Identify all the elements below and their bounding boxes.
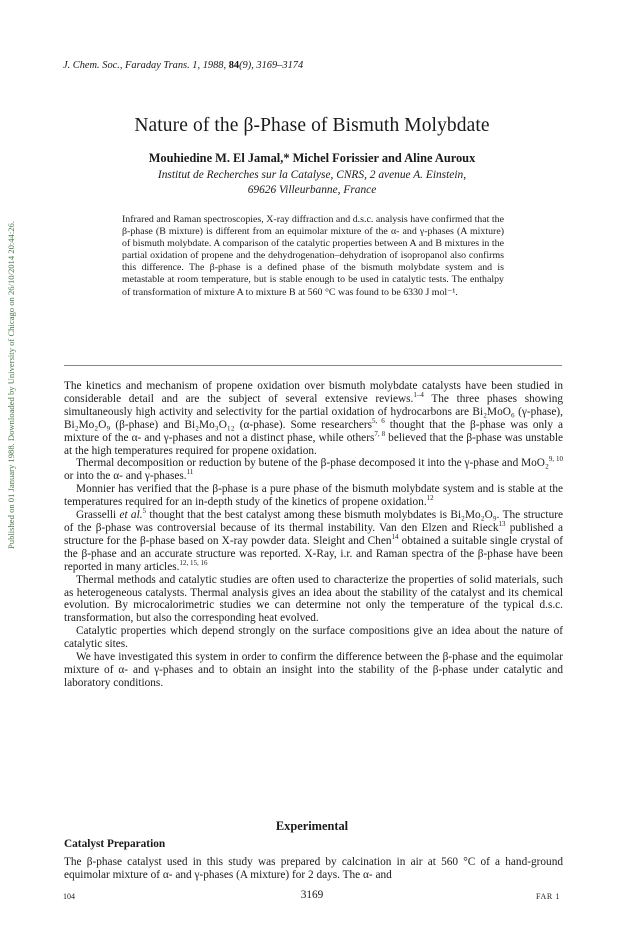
section-heading-experimental: Experimental (275, 819, 349, 833)
journal-reference (63, 60, 303, 71)
abstract: Infrared and Raman spectroscopies, X-ray diffraction and d.s.c. analysis have confirmed that the β-phase (B mixture) is different from an equimolar mixture of the α- and γ-phases (A mixture) of bismuth molybdate. A comparison of the catalytic properties between A and B mixtures in the partial oxidation of propene and the dehydrogenation–dehydration of isopropanol also confirms this difference. The β-phase is a defined phase of the bismuth molybdate system and is metastable at room temperature, but is stable enough to be used in catalytic tests. The enthalpy of transformation of mixture A to mixture B at 560 °C was found to be 6330 J mol⁻¹. (122, 214, 504, 298)
paragraph-6: Catalytic properties which depend strongly on the surface compositions give an idea about the nature of catalytic sites. (64, 625, 563, 651)
page-number: 3169 (300, 889, 324, 901)
experimental-paragraph: The β-phase catalyst used in this study was prepared by calcination in air at 560 °C of a hand-ground equimolar mixture of α- and γ-phases (A mixture) for 2 days. The α- and (64, 856, 563, 881)
journal-issue-pages: (9), 3169–3174 (239, 60, 304, 71)
affiliation (0, 168, 624, 197)
author-list: Mouhiedine M. El Jamal,* Michel Forissier and Aline Auroux (148, 151, 476, 165)
paragraph-5: Thermal methods and catalytic studies are often used to characterize the properties of solid materials, such as heterogeneous catalysts. Thermal analysis gives an idea about the stability of the catalyst and its chemical evolution. By microcalorimetric studies we can determine not only the temperature of the typical d.s.c. transformation, but also the corresponding heat evolved. (64, 573, 563, 625)
journal-year: 1988, (202, 60, 227, 71)
paragraph-2: Thermal decomposition or reduction by butene of the β-phase decomposed it into the γ-phase and MoO₂$^{9, 10}$ or into the α- and γ-phases.$^{11}$ (64, 455, 563, 483)
subsection-heading: Catalyst Preparation (64, 838, 166, 850)
introduction-body (64, 380, 563, 690)
paragraph-3: Monnier has verified that the β-phase is a pure phase of the bismuth molybdate system and is stable at the temperatures required for an in-depth study of the kinetics of propene oxidation.$^{12}$ (64, 483, 563, 509)
download-notice: Published on 01 January 1988. Downloaded by University of Chicago on 26/10/2014 20:44:26. (6, 221, 16, 549)
journal-volume: 84 (228, 60, 240, 71)
experimental-body (64, 856, 563, 882)
abstract-divider (64, 365, 562, 366)
paragraph-4: Grasselli et al.$^5$ thought that the best catalyst among these bismuth molybdates is Bi₂Mo₂O₉. The structure of the β-phase was controversial because of its thermal instability. Van den Elzen and Rieck$^{13}$ published a structure for the β-phase based on X-ray powder data. Sleight and Chen$^{14}$ obtained a suitable single crystal of the β-phase and an accurate structure was reported. X-Ray, i.r. and Raman spectra of the β-phase have been reported in many articles.$^{12, 15, 16}$ (64, 507, 563, 573)
paper-title: Nature of the β-Phase of Bismuth Molybdate (134, 115, 490, 136)
paragraph-1: The kinetics and mechanism of propene oxidation over bismuth molybdate catalysts have been studied in considerable detail and are the subject of several extensive reviews.$^{1-4}$ The three phases showing simultaneously high activity and selectivity for the partial oxidation of hydrocarbons are Bi₂MoO₆ (γ-phase), Bi₂Mo₂O₉ (β-phase) and Bi₂Mo₃O₁₂ (α-phase). Some researchers$^{5, 6}$ thought that the β-phase was only a mixture of the α- and γ-phases and not a distinct phase, while others$^{7, 8}$ believed that the β-phase was unstable at the high temperatures required for propene oxidation. (64, 380, 564, 457)
download-watermark (2, 150, 20, 620)
affiliation-line-1: Institut de Recherches sur la Catalyse, CNRS, 2 avenue A. Einstein, (157, 169, 467, 181)
affiliation-line-2: 69626 Villeurbanne, France (247, 183, 377, 196)
paragraph-7: We have investigated this system in order to confirm the difference between the β-phase and the equimolar mixture of α- and γ-phases and to obtain an insight into the stability of the β-phase under catalytic and laboratory conditions. (64, 651, 563, 689)
journal-name: J. Chem. Soc., Faraday Trans. 1, (63, 60, 201, 71)
footer-left-code: 104 (63, 892, 75, 901)
footer-right-code: FAR 1 (536, 892, 560, 901)
